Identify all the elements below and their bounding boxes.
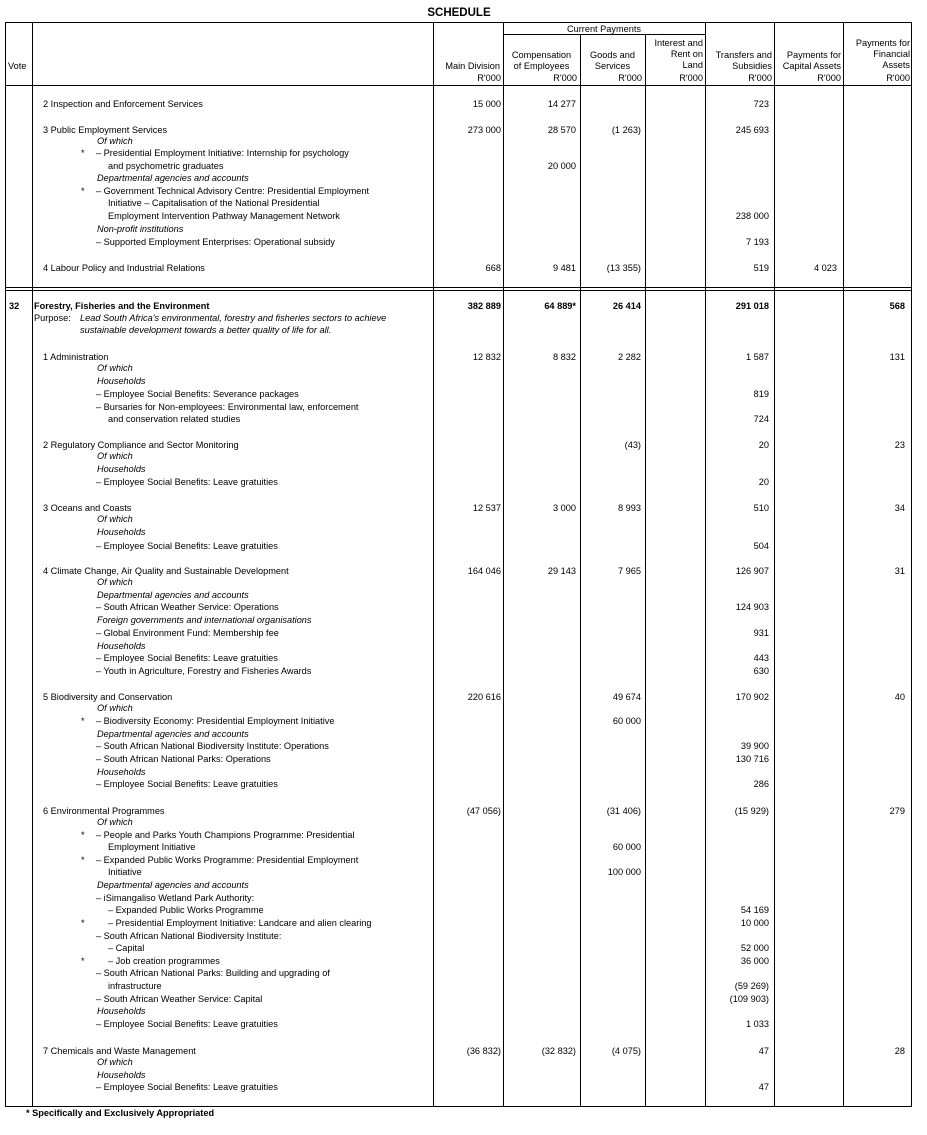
row-label: sustainable development towards a better quality of life for all. — [80, 325, 332, 335]
header-financial-assets: Payments for Financial Assets — [855, 38, 910, 70]
row-label: Of which — [97, 514, 133, 524]
column-divider — [645, 34, 646, 1107]
cell-comp: (32 832) — [541, 1046, 576, 1056]
cell-cap: 4 023 — [814, 263, 837, 273]
header-main-division: Main Division — [445, 61, 500, 71]
cell-goods: 7 965 — [618, 566, 641, 576]
header-goods-services: Goods and Services — [590, 50, 635, 71]
cell-comp: 8 832 — [553, 352, 576, 362]
cell-main: (47 056) — [466, 806, 501, 816]
cell-goods: (4 075) — [611, 1046, 641, 1056]
row-label: – Presidential Employment Initiative: Landcare and alien clearing — [108, 918, 372, 928]
header-current-payments: Current Payments — [566, 24, 642, 34]
appropriated-marker: * — [81, 186, 85, 196]
cell-trans: 10 000 — [740, 918, 769, 928]
appropriated-marker: * — [81, 716, 85, 726]
row-label: Employment Intervention Pathway Management Network — [108, 211, 340, 221]
row-label: 3 Oceans and Coasts — [43, 503, 132, 513]
cell-main: 164 046 — [467, 566, 501, 576]
cell-trans: 245 693 — [735, 125, 769, 135]
row-label: Of which — [97, 817, 133, 827]
row-label: Forestry, Fisheries and the Environment — [34, 301, 210, 311]
row-label: Departmental agencies and accounts — [97, 173, 249, 183]
column-divider — [843, 22, 844, 1107]
appropriated-marker: * — [81, 855, 85, 865]
row-label: – Biodiversity Economy: Presidential Employment Initiative — [96, 716, 335, 726]
cell-main: 382 889 — [467, 301, 501, 311]
row-label: – Employee Social Benefits: Leave gratuities — [96, 1082, 278, 1092]
row-label: – Employee Social Benefits: Leave gratuities — [96, 653, 278, 663]
cell-trans: 291 018 — [735, 301, 769, 311]
cell-comp: 20 000 — [547, 161, 576, 171]
cell-trans: 124 903 — [735, 602, 769, 612]
cell-trans: 20 — [758, 477, 769, 487]
row-label: Departmental agencies and accounts — [97, 590, 249, 600]
cell-comp: 14 277 — [547, 99, 576, 109]
unit-goods: R'000 — [618, 73, 642, 83]
row-label: Departmental agencies and accounts — [97, 880, 249, 890]
row-label: – South African National Parks: Building and upgrading of — [96, 968, 330, 978]
row-label: and psychometric graduates — [108, 161, 224, 171]
column-divider — [774, 22, 775, 1107]
cell-trans: 47 — [758, 1046, 769, 1056]
row-label: 2 Regulatory Compliance and Sector Monitoring — [43, 440, 239, 450]
cell-comp: 9 481 — [553, 263, 576, 273]
cell-trans: 20 — [758, 440, 769, 450]
row-label: – Employee Social Benefits: Leave gratuities — [96, 1019, 278, 1029]
header-interest-rent: Interest and Rent on Land — [654, 38, 703, 70]
cell-goods: 2 282 — [618, 352, 641, 362]
cell-trans: 39 900 — [740, 741, 769, 751]
row-label: Households — [97, 376, 146, 386]
row-label: Of which — [97, 1057, 133, 1067]
row-label: Departmental agencies and accounts — [97, 729, 249, 739]
cell-comp: 3 000 — [553, 503, 576, 513]
column-divider — [32, 22, 33, 1107]
section-separator — [5, 290, 912, 291]
row-label: Households — [97, 767, 146, 777]
row-label: 4 Climate Change, Air Quality and Sustainable Development — [43, 566, 289, 576]
row-label: Employment Initiative — [108, 842, 196, 852]
cell-trans: (109 903) — [729, 994, 769, 1004]
row-label: Of which — [97, 703, 133, 713]
row-label: – South African National Parks: Operations — [96, 754, 271, 764]
cell-trans: 723 — [753, 99, 769, 109]
row-label: – People and Parks Youth Champions Programme: Presidential — [96, 830, 355, 840]
cell-trans: (15 929) — [734, 806, 769, 816]
header-transfers-subsidies: Transfers and Subsidies — [715, 50, 772, 71]
row-label: Households — [97, 464, 146, 474]
column-divider — [503, 22, 504, 1107]
row-label: Of which — [97, 136, 133, 146]
cell-main: 15 000 — [472, 99, 501, 109]
vote-number: 32 — [9, 301, 20, 311]
row-label: – Expanded Public Works Programme: Presidential Employment — [96, 855, 359, 865]
cell-goods: 26 414 — [612, 301, 641, 311]
appropriated-marker: * — [81, 148, 85, 158]
row-label: Households — [97, 641, 146, 651]
header-capital-assets: Payments for Capital Assets — [782, 50, 841, 71]
row-label: – Employee Social Benefits: Leave gratuities — [96, 779, 278, 789]
unit-interest: R'000 — [679, 73, 703, 83]
row-label: 7 Chemicals and Waste Management — [43, 1046, 196, 1056]
unit-transfers: R'000 — [748, 73, 772, 83]
appropriated-marker: * — [81, 956, 85, 966]
cell-goods: (31 406) — [606, 806, 641, 816]
row-label: Foreign governments and international organisations — [97, 615, 312, 625]
unit-comp: R'000 — [553, 73, 577, 83]
cell-main: 12 537 — [472, 503, 501, 513]
cell-trans: 286 — [753, 779, 769, 789]
cell-trans: 52 000 — [740, 943, 769, 953]
row-label: – Employee Social Benefits: Leave gratuities — [96, 477, 278, 487]
cell-fin: 568 — [889, 301, 905, 311]
row-label: – Job creation programmes — [108, 956, 220, 966]
unit-main: R'000 — [477, 73, 501, 83]
header-separator — [5, 85, 912, 86]
row-label: Households — [97, 1006, 146, 1016]
cell-fin: 28 — [894, 1046, 905, 1056]
cell-trans: 519 — [753, 263, 769, 273]
row-label: – South African Weather Service: Capital — [96, 994, 263, 1004]
row-label: – South African Weather Service: Operations — [96, 602, 279, 612]
cell-trans: 54 169 — [740, 905, 769, 915]
cell-comp: 28 570 — [547, 125, 576, 135]
row-label: Purpose: — [34, 313, 71, 323]
cell-goods: 8 993 — [618, 503, 641, 513]
header-compensation: Compensation of Employees — [511, 50, 572, 71]
cell-trans: 238 000 — [735, 211, 769, 221]
row-label: – Presidential Employment Initiative: Internship for psychology — [96, 148, 349, 158]
row-label: Of which — [97, 363, 133, 373]
cell-trans: 510 — [753, 503, 769, 513]
schedule-title: SCHEDULE — [427, 7, 491, 19]
cell-goods: (13 355) — [606, 263, 641, 273]
cell-trans: 36 000 — [740, 956, 769, 966]
row-label: – Employee Social Benefits: Severance packages — [96, 389, 299, 399]
cell-trans: 1 587 — [746, 352, 769, 362]
row-label: 3 Public Employment Services — [43, 125, 168, 135]
cell-trans: 630 — [753, 666, 769, 676]
cell-fin: 34 — [894, 503, 905, 513]
footnote: * Specifically and Exclusively Appropriated — [26, 1108, 215, 1118]
row-label: 1 Administration — [43, 352, 109, 362]
cell-trans: 47 — [758, 1082, 769, 1092]
row-label: Of which — [97, 451, 133, 461]
row-label: Lead South Africa's environmental, forestry and fisheries sectors to achieve — [80, 313, 387, 323]
cell-trans: 170 902 — [735, 692, 769, 702]
cell-trans: 7 193 — [746, 237, 769, 247]
row-label: Non-profit institutions — [97, 224, 184, 234]
cell-goods: 49 674 — [612, 692, 641, 702]
cell-fin: 131 — [889, 352, 905, 362]
row-label: 6 Environmental Programmes — [43, 806, 165, 816]
cell-main: 12 832 — [472, 352, 501, 362]
cell-trans: 1 033 — [746, 1019, 769, 1029]
cell-fin: 23 — [894, 440, 905, 450]
row-label: infrastructure — [108, 981, 162, 991]
appropriated-marker: * — [81, 830, 85, 840]
cell-trans: 724 — [753, 414, 769, 424]
cell-fin: 40 — [894, 692, 905, 702]
unit-financial: R'000 — [886, 73, 910, 83]
cell-trans: 126 907 — [735, 566, 769, 576]
cell-main: 220 616 — [467, 692, 501, 702]
row-label: – Employee Social Benefits: Leave gratuities — [96, 541, 278, 551]
cell-fin: 279 — [889, 806, 905, 816]
appropriated-marker: * — [81, 918, 85, 928]
cell-trans: 819 — [753, 389, 769, 399]
row-label: – iSimangaliso Wetland Park Authority: — [96, 893, 255, 903]
row-label: and conservation related studies — [108, 414, 241, 424]
cell-trans: 443 — [753, 653, 769, 663]
cell-goods: 60 000 — [612, 716, 641, 726]
row-label: Initiative – Capitalisation of the National Presidential — [108, 198, 320, 208]
cell-goods: 60 000 — [612, 842, 641, 852]
cell-comp: 64 889* — [544, 301, 576, 311]
cell-trans: 130 716 — [735, 754, 769, 764]
section-separator — [5, 287, 912, 288]
cell-trans: 931 — [753, 628, 769, 638]
cell-comp: 29 143 — [547, 566, 576, 576]
row-label: 4 Labour Policy and Industrial Relations — [43, 263, 205, 273]
cell-trans: 504 — [753, 541, 769, 551]
row-label: Households — [97, 1070, 146, 1080]
row-label: – Capital — [108, 943, 145, 953]
cell-main: 273 000 — [467, 125, 501, 135]
row-label: – South African National Biodiversity Institute: — [96, 931, 282, 941]
cell-main: 668 — [485, 263, 501, 273]
cell-main: (36 832) — [466, 1046, 501, 1056]
row-label: – Government Technical Advisory Centre: Presidential Employment — [96, 186, 370, 196]
cell-trans: (59 269) — [734, 981, 769, 991]
row-label: – Expanded Public Works Programme — [108, 905, 264, 915]
cell-fin: 31 — [894, 566, 905, 576]
row-label: 2 Inspection and Enforcement Services — [43, 99, 203, 109]
cell-goods: (1 263) — [611, 125, 641, 135]
row-label: Initiative — [108, 867, 142, 877]
unit-capital: R'000 — [817, 73, 841, 83]
row-label: – Supported Employment Enterprises: Operational subsidy — [96, 237, 336, 247]
row-label: 5 Biodiversity and Conservation — [43, 692, 173, 702]
row-label: Households — [97, 527, 146, 537]
cell-goods: (43) — [624, 440, 641, 450]
column-divider — [433, 22, 434, 1107]
row-label: – Bursaries for Non-employees: Environmental law, enforcement — [96, 402, 359, 412]
row-label: – Youth in Agriculture, Forestry and Fisheries Awards — [96, 666, 312, 676]
row-label: Of which — [97, 577, 133, 587]
cell-goods: 100 000 — [607, 867, 641, 877]
row-label: – South African National Biodiversity Institute: Operations — [96, 741, 329, 751]
row-label: – Global Environment Fund: Membership fee — [96, 628, 279, 638]
header-vote: Vote — [8, 61, 27, 71]
